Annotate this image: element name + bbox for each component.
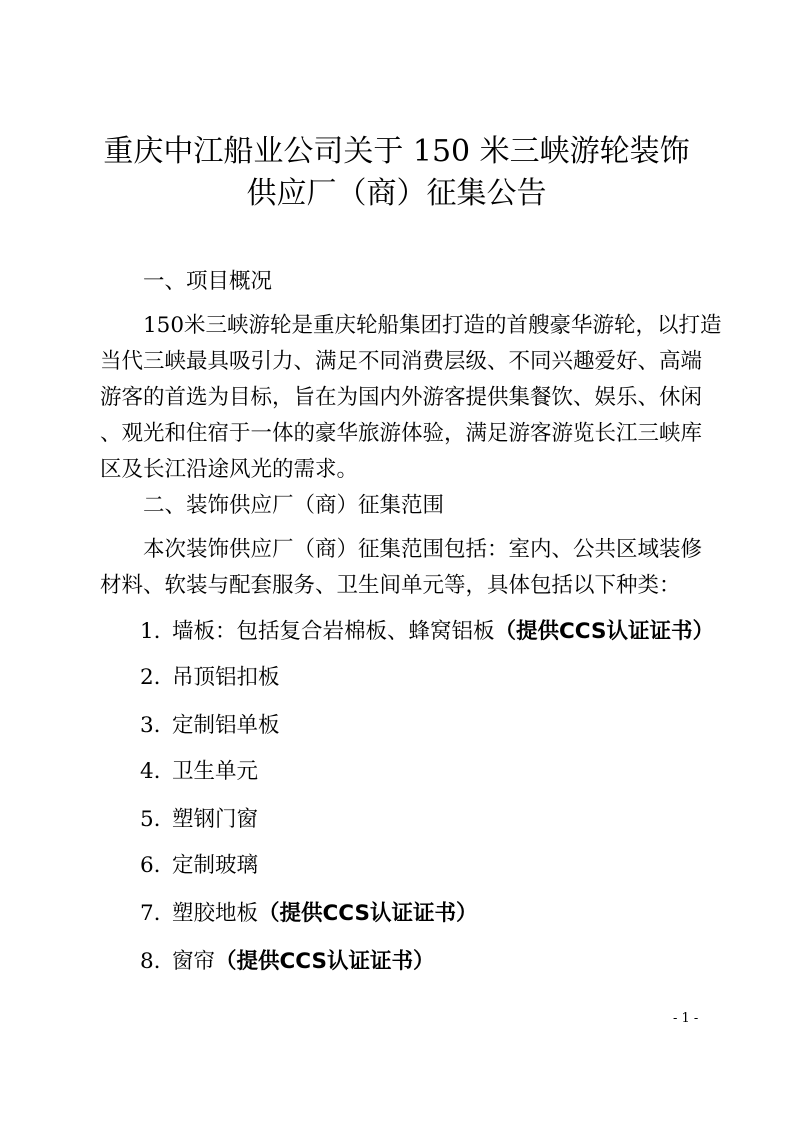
list-item-text: 定制铝单板 bbox=[172, 713, 280, 738]
list-item-number: 6. bbox=[140, 853, 161, 878]
list-item-text: 卫生单元 bbox=[172, 759, 259, 784]
list-item bbox=[140, 715, 280, 737]
list-item-number: 5. bbox=[140, 807, 161, 832]
section-1-paragraph-line: 、观光和住宿于一体的豪华旅游体验，满足游客游览长江三峡库 bbox=[100, 421, 703, 446]
list-item bbox=[140, 951, 434, 973]
page-number: - 1 - bbox=[673, 1011, 699, 1026]
list-item bbox=[140, 761, 258, 783]
list-item bbox=[140, 621, 714, 643]
list-item-certificate-note: （提供CCS认证证书） bbox=[494, 619, 714, 644]
list-item bbox=[140, 667, 280, 689]
list-item-text: 塑胶地板 bbox=[172, 901, 259, 926]
section-1-paragraph-line: 当代三峡最具吸引力、满足不同消费层级、不同兴趣爱好、高端 bbox=[100, 349, 703, 374]
section-1-paragraph-line: 区及长江沿途风光的需求。 bbox=[100, 457, 359, 482]
section-2-paragraph-line: 本次装饰供应厂（商）征集范围包括：室内、公共区域装修 bbox=[143, 537, 703, 562]
document-title-line-2: 供应厂（商）征集公告 bbox=[246, 176, 547, 211]
list-item-number: 2. bbox=[140, 665, 161, 690]
list-item-text: 塑钢门窗 bbox=[172, 807, 259, 832]
list-item bbox=[140, 809, 258, 831]
list-item-text: 窗帘 bbox=[172, 949, 216, 974]
list-item-certificate-note: （提供CCS认证证书） bbox=[215, 949, 435, 974]
section-2-heading: 二、装饰供应厂（商）征集范围 bbox=[143, 493, 445, 518]
list-item-text: 吊顶铝扣板 bbox=[172, 665, 280, 690]
list-item bbox=[140, 855, 258, 877]
section-2-paragraph-line: 材料、软装与配套服务、卫生间单元等，具体包括以下种类： bbox=[100, 573, 681, 598]
list-item-number: 7. bbox=[140, 901, 161, 926]
list-item-number: 4. bbox=[140, 759, 161, 784]
section-1-paragraph-line: 150米三峡游轮是重庆轮船集团打造的首艘豪华游轮，以打造 bbox=[143, 313, 722, 338]
list-item-number: 3. bbox=[140, 713, 161, 738]
section-1-paragraph-line: 游客的首选为目标，旨在为国内外游客提供集餐饮、娱乐、休闲 bbox=[100, 385, 703, 410]
document-title-line-1: 重庆中江船业公司关于 150 米三峡游轮装饰 bbox=[103, 134, 690, 169]
list-item-certificate-note: （提供CCS认证证书） bbox=[258, 901, 478, 926]
list-item-text: 墙板：包括复合岩棉板、蜂窝铝板 bbox=[172, 619, 495, 644]
list-item-number: 1. bbox=[140, 619, 161, 644]
section-1-heading: 一、项目概况 bbox=[143, 269, 273, 294]
list-item-number: 8. bbox=[140, 949, 161, 974]
list-item-text: 定制玻璃 bbox=[172, 853, 259, 878]
list-item bbox=[140, 903, 477, 925]
